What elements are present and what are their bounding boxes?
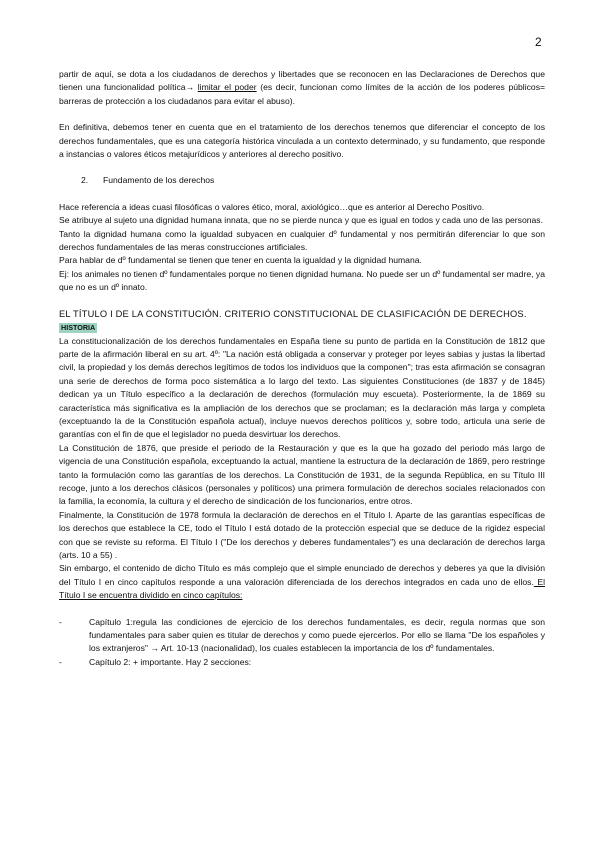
section-title: Fundamento de los derechos (103, 175, 215, 186)
fundamento-paragraph: Ej: los animales no tienen dº fundamentales porque no tienen dignidad humana. No puede ser un dº fundamental ser madre, ya que no es un dº innato. (59, 268, 545, 293)
fundamento-paragraph: Tanto la dignidad humana como la igualdad subyacen en cualquier dº fundamental y nos permitirán diferenciar lo que son derechos fundamentales de las meras construcciones artificiales. (59, 228, 545, 253)
fundamento-paragraph: Para hablar de dº fundamental se tienen que tener en cuenta la igualdad y la dignidad humana. (59, 255, 422, 266)
historia-last-text: Sin embargo, el contenido de dicho Título es más complejo que el simple enunciado de derechos y deberes ya que la división del Título I en cinco capítulos responde a una valoración diferenciada de los derechos integrados en cada uno de ellos. (59, 563, 545, 587)
list-item (59, 656, 545, 669)
intro-text-start: partir de aquí, se dota a los ciudadanos de derechos y libertades que se reconocen en las Declaraciones de Derechos que tienen una funcionalidad política→ (59, 69, 545, 93)
limitar-el-poder-underlined: limitar el poder (197, 82, 257, 93)
section-heading-fundamento (59, 174, 545, 187)
historia-paragraph: La constitucionalización de los derechos fundamentales en España tiene su punto de partida en la Constitución de 1812 que parte de la afirmación liberal en su art. 4º: "La nación está obligada a conservar y proteger por leyes sabias y justas la libertad civil, la propiedad y los demás derechos legítimos de todos los individuos que la componen"; tras esta afirmación se consagran una serie de derechos de forma poco sistemática a lo largo del texto. Las siguientes Constituciones (de 1837 y de 1845) dedican ya un Título específico a la declaración de derechos (formulación muy escueta). Posteriormente, la de 1869 su característica más significativa es la ampliación de los derechos que se proclaman; es la declaración más larga y completa (exceptuando la de la Constitución española actual), incluye nuevos derechos políticos y, sobre todo, articula una serie de garantías con el fin de que el legislador no pueda desvirtuar los derechos. (59, 335, 545, 440)
page-content (59, 68, 545, 669)
chapter-1-text: Capítulo 1:regula las condiciones de ejercicio de los derechos fundamentales, es decir, regula normas que son fundamentales para saber quien es titular de derechos y como puede ejercerlos. Por ello se llama "De los españoles y los extranjeros" → Art. 10-13 (nacionalidad), los cuales establecen la importancia de los dº fundamentales. (89, 616, 545, 654)
fundamento-paragraph: Hace referencia a ideas cuasi filosóficas o valores ético, moral, axiológico…que es anterior al Derecho Positivo. (59, 201, 485, 212)
list-dash: - (59, 616, 62, 627)
chapters-list (59, 616, 545, 670)
section-number: 2. (81, 175, 89, 186)
historia-paragraph: Finalmente, la Constitución de 1978 formula la declaración de derechos en el Título I. Aparte de las garantías específicas de los derechos que establece la CE, todo el Título I está dotado de la protección especial que se deduce de la rigidez especial con que se reviste su reforma. El Título I ("De los derechos y deberes fundamentales") es una declaración de derechos larga (arts. 10 a 55) . (59, 509, 545, 560)
historia-tag: HISTORIA (61, 323, 96, 333)
titulo-i-heading: EL TÍTULO I DE LA CONSTITUCIÓN. CRITERIO CONSTITUCIONAL DE CLASIFICACIÓN DE DERECHOS. (59, 308, 527, 319)
list-item (59, 616, 545, 656)
five-chapters-underlined: El Título I se encuentra dividido en cinco capítulos: (59, 576, 546, 601)
chapter-2-text: Capítulo 2: + importante. Hay 2 secciones: (89, 656, 252, 667)
historia-paragraph-last (59, 562, 545, 602)
page-number: 2 (535, 35, 542, 49)
intro-text-end: (es decir, funcionan como límites de la acción de los poderes públicos= barreras de protección a los ciudadanos para evitar el abuso). (59, 82, 546, 106)
list-dash: - (59, 656, 62, 667)
intro-paragraph-1 (59, 68, 545, 108)
fundamento-paragraph: Se atribuye al sujeto una dignidad humana innata, que no se pierde nunca y que es igual en todos y cada uno de las personas. (59, 215, 543, 226)
intro-paragraph-2: En definitiva, debemos tener en cuenta que en el tratamiento de los derechos tenemos que diferenciar el concepto de los derechos fundamentales, que es una categoría histórica vinculada a un contexto determinado, y su fundamento, que responde a instancias o valores éticos metajurídicos y anteriores al derecho positivo. (59, 122, 545, 160)
historia-paragraph: La Constitución de 1876, que preside el periodo de la Restauración y que es la que ha gozado del periodo más largo de vigencia de una Constitución española, exceptuando la actual, mantiene la estructura de la declaración de 1869, pero restringe tanto la formulación como las garantías de los derechos. La Constitución de 1931, de la segunda República, en su Título III recoge, junto a los derechos clásicos (personales y políticos) una primera formulación de derechos sociales relacionados con la familia, la economía, la cultura y el derecho de sindicación de los funcionarios, entre otros. (59, 442, 545, 507)
